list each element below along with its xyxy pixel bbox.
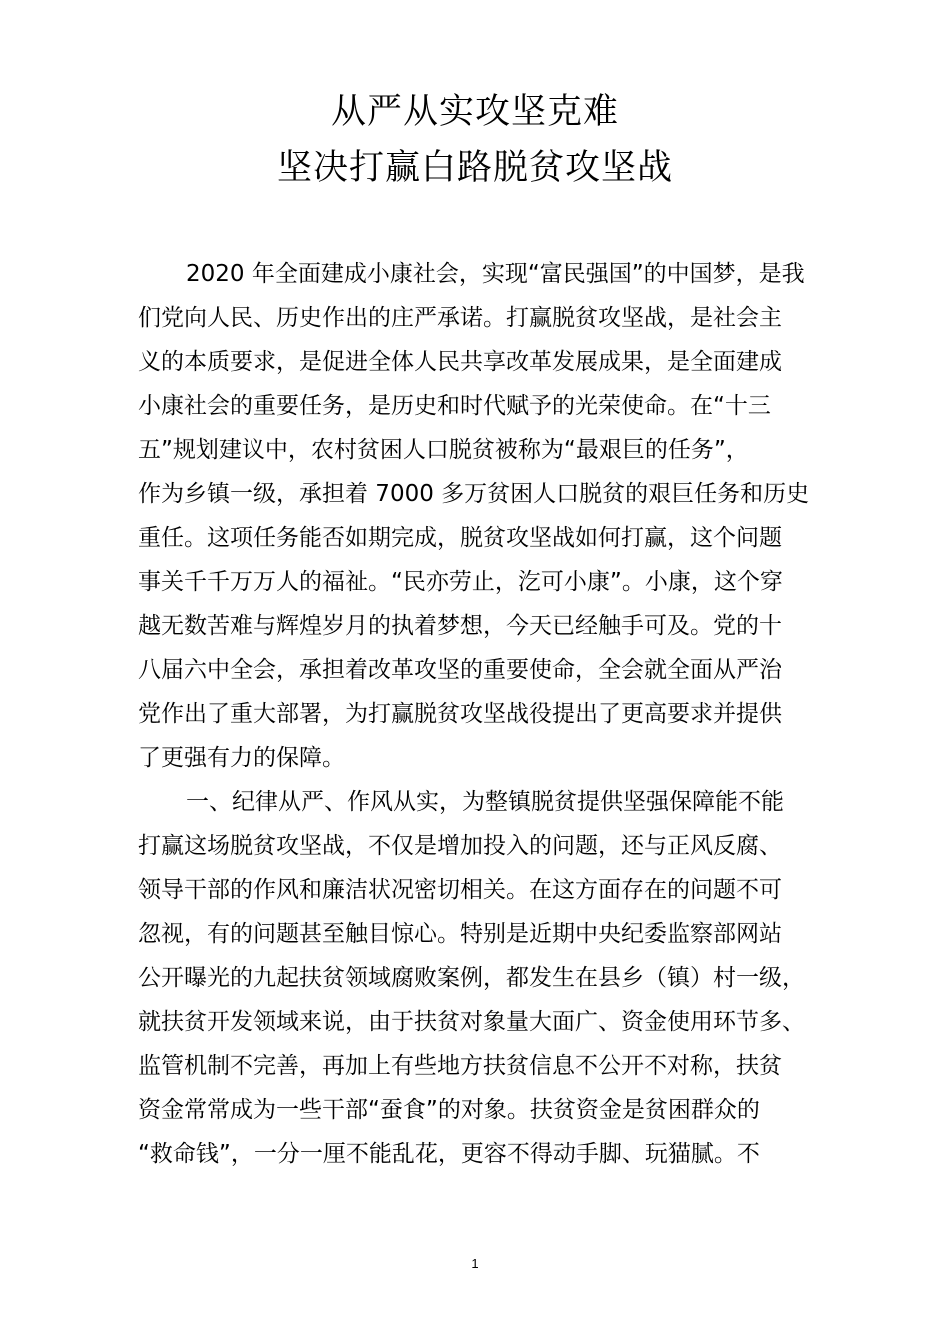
paragraph-line: 监管机制不完善，再加上有些地方扶贫信息不公开不对称，扶贫 (138, 1053, 782, 1079)
paragraph-line: 五”规划建议中，农村贫困人口脱贫被称为“最艰巨的任务”， (138, 437, 749, 463)
paragraph-line: 党作出了重大部署，为打赢脱贫攻坚战役提出了更高要求并提供 (138, 701, 782, 727)
paragraph-line: 作为乡镇一级，承担着 7000 多万贫困人口脱贫的艰巨任务和历史 (138, 481, 810, 507)
title-line: 从严从实攻坚克难 (330, 92, 619, 132)
title-line: 坚决打赢白路脱贫攻坚战 (276, 148, 673, 188)
paragraph-line: 打赢这场脱贫攻坚战，不仅是增加投入的问题，还与正风反腐、 (138, 833, 782, 859)
paragraph-line: 们党向人民、历史作出的庄严承诺。打赢脱贫攻坚战，是社会主 (138, 305, 782, 331)
paragraph-line: 一、纪律从严、作风从实，为整镇脱贫提供坚强保障能不能 (186, 789, 784, 815)
paragraph-line: “救命钱”，一分一厘不能乱花，更容不得动手脚、玩猫腻。不 (138, 1141, 760, 1167)
paragraph-line: 小康社会的重要任务，是历史和时代赋予的光荣使命。在“十三 (138, 393, 771, 419)
paragraph-line: 事关千千万万人的福祉。“民亦劳止，汔可小康”。小康，这个穿 (138, 569, 783, 595)
paragraph-line: 八届六中全会，承担着改革攻坚的重要使命，全会就全面从严治 (138, 657, 782, 683)
paragraph-line: 资金常常成为一些干部“蚕食”的对象。扶贫资金是贫困群众的 (138, 1097, 760, 1123)
paragraph-line: 公开曝光的九起扶贫领域腐败案例，都发生在县乡（镇）村一级， (138, 965, 805, 991)
paragraph-line: 重任。这项任务能否如期完成，脱贫攻坚战如何打赢，这个问题 (138, 525, 782, 551)
paragraph-line: 了更强有力的保障。 (138, 745, 345, 771)
document-body (138, 252, 838, 1176)
document-title (0, 84, 950, 196)
page-number: 1 (471, 1256, 479, 1271)
paragraph-line: 就扶贫开发领域来说，由于扶贫对象量大面广、资金使用环节多、 (138, 1009, 805, 1035)
paragraph-line: 忽视，有的问题甚至触目惊心。特别是近期中央纪委监察部网站 (138, 921, 782, 947)
paragraph-line: 2020 年全面建成小康社会，实现“富民强国”的中国梦，是我 (186, 261, 805, 287)
paragraph-line: 领导干部的作风和廉洁状况密切相关。在这方面存在的问题不可 (138, 877, 782, 903)
paragraph-line: 义的本质要求，是促进全体人民共享改革发展成果，是全面建成 (138, 349, 782, 375)
paragraph-line: 越无数苦难与辉煌岁月的执着梦想，今天已经触手可及。党的十 (138, 613, 782, 639)
